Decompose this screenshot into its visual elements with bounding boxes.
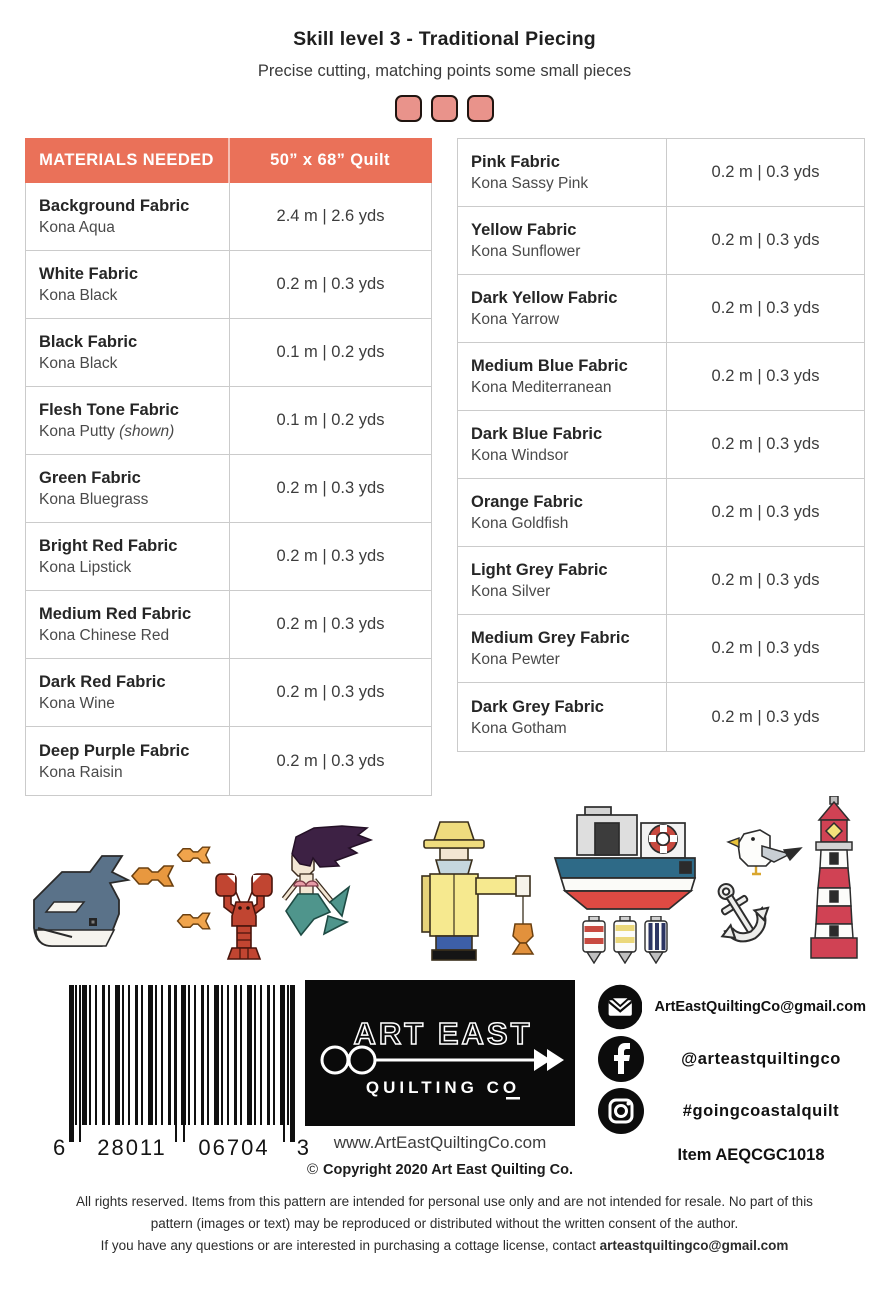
material-row (458, 275, 864, 343)
barcode-digit-group: 06704 (198, 1135, 270, 1160)
fabric-quantity: 2.4 m | 2.6 yds (276, 207, 385, 225)
material-row (26, 387, 431, 455)
instagram-contact-row (598, 1088, 866, 1134)
legal-line-1: All rights reserved. Items from this pattern are intended for personal use only and are not intended for resale. No part of this (76, 1194, 813, 1209)
barcode-digit: 3 (296, 1135, 311, 1160)
copyright-icon: © (306, 1161, 319, 1178)
fabric-name: Bright Red Fabric (39, 537, 178, 555)
website-url: www.ArtEastQuiltingCo.com (333, 1133, 547, 1152)
small-fish-quilt-block-icon (176, 908, 212, 934)
anchor-quilt-block-icon (706, 876, 778, 958)
material-row (26, 659, 431, 727)
goldfish-quilt-block-icon (130, 860, 176, 892)
envelope-icon (598, 984, 642, 1030)
instagram-icon (598, 1088, 644, 1134)
fabric-name: Dark Yellow Fabric (471, 289, 618, 307)
fabric-colorway: Kona Black (39, 355, 118, 372)
fabric-quantity: 0.2 m | 0.3 yds (711, 231, 820, 249)
quilt-size-header: 50” x 68” Quilt (270, 151, 390, 169)
materials-table-left (25, 138, 432, 796)
arrow-icon (375, 1049, 564, 1071)
email-contact-row (598, 984, 866, 1030)
fabric-quantity: 0.2 m | 0.3 yds (276, 479, 385, 497)
fabric-name: Pink Fabric (471, 153, 560, 171)
fabric-colorway: Kona Sassy Pink (471, 175, 589, 192)
fabric-quantity: 0.2 m | 0.3 yds (276, 751, 385, 770)
fabric-quantity: 0.2 m | 0.3 yds (711, 299, 820, 317)
art-east-logo (305, 980, 575, 1126)
material-row (458, 139, 864, 207)
fabric-colorway: Kona Raisin (39, 763, 123, 781)
email-address: ArtEastQuiltingCo@gmail.com (654, 999, 866, 1015)
fabric-name: Medium Grey Fabric (471, 629, 630, 647)
fabric-name: Background Fabric (39, 197, 190, 215)
material-row (458, 411, 864, 479)
fabric-quantity: 0.2 m | 0.3 yds (276, 615, 385, 633)
page-subtitle: Precise cutting, matching points some small pieces (257, 62, 632, 80)
lobster-quilt-block-icon (212, 866, 276, 964)
fabric-quantity: 0.2 m | 0.3 yds (276, 683, 385, 701)
legal-text (38, 1191, 851, 1257)
materials-table-right (457, 138, 865, 752)
material-row (458, 547, 864, 615)
skill-square (431, 95, 458, 122)
fisherman-quilt-block-icon (406, 812, 538, 964)
fabric-colorway: Kona Windsor (471, 447, 569, 464)
fabric-quantity: 0.2 m | 0.3 yds (711, 571, 820, 589)
facebook-contact-row (598, 1036, 866, 1082)
fabric-quantity: 0.2 m | 0.3 yds (276, 275, 385, 293)
seagull-quilt-block-icon (726, 822, 804, 880)
material-row (26, 251, 431, 319)
fabric-colorway: Kona Aqua (39, 219, 115, 236)
material-row (26, 727, 431, 795)
fabric-colorway: Kona Wine (39, 695, 115, 712)
contact-email: arteastquiltingco@gmail.com (599, 1238, 789, 1253)
buoys-quilt-block-icon (582, 916, 670, 964)
fabric-colorway: Kona Yarrow (471, 311, 560, 328)
material-row (26, 591, 431, 659)
small-fish-quilt-block-icon (176, 842, 212, 868)
copyright-line (260, 1161, 620, 1178)
fabric-quantity: 0.2 m | 0.3 yds (711, 503, 820, 521)
fabric-name: Deep Purple Fabric (39, 741, 190, 760)
fabric-colorway: Kona Gotham (471, 719, 567, 737)
fabric-quantity: 0.2 m | 0.3 yds (711, 367, 820, 385)
fabric-name: Dark Red Fabric (39, 673, 166, 691)
facebook-handle: @arteastquiltingco (681, 1049, 841, 1068)
skill-square (395, 95, 422, 122)
fabric-name: Dark Grey Fabric (471, 697, 604, 716)
material-row (458, 479, 864, 547)
materials-table-header (25, 138, 432, 183)
fabric-name: Medium Blue Fabric (471, 357, 628, 375)
fabric-colorway: Kona Mediterranean (471, 379, 612, 396)
skill-square (467, 95, 494, 122)
fabric-colorway: Kona Putty (shown) (39, 423, 175, 440)
fabric-colorway: Kona Chinese Red (39, 627, 170, 644)
fabric-name: Green Fabric (39, 469, 141, 487)
materials-needed-header: MATERIALS NEEDED (25, 138, 230, 183)
fabric-quantity: 0.2 m | 0.3 yds (711, 163, 820, 181)
fabric-quantity: 0.1 m | 0.2 yds (276, 411, 385, 429)
material-row (26, 455, 431, 523)
fabric-name: Black Fabric (39, 333, 138, 351)
legal-line-2: pattern (images or text) may be reproduced or distributed without the written consent of the author. (150, 1216, 739, 1231)
fabric-quantity: 0.2 m | 0.3 yds (711, 707, 820, 726)
fabric-name: Flesh Tone Fabric (39, 401, 179, 419)
logo-subtitle: QUILTING CO (365, 1078, 521, 1097)
materials-table-right-body (457, 138, 865, 752)
fabric-name: Orange Fabric (471, 493, 583, 511)
fabric-quantity: 0.1 m | 0.2 yds (276, 343, 385, 361)
fabric-name: Dark Blue Fabric (471, 425, 603, 443)
fabric-name: Medium Red Fabric (39, 605, 192, 623)
barcode-digit-group: 28011 (97, 1135, 167, 1160)
fabric-colorway: Kona Sunflower (471, 243, 581, 260)
copyright-text: Copyright 2020 Art East Quilting Co. (323, 1162, 574, 1178)
material-row (458, 207, 864, 275)
fabric-name: Yellow Fabric (471, 221, 577, 239)
material-row (458, 683, 864, 751)
material-row (26, 319, 431, 387)
fabric-name: Light Grey Fabric (471, 561, 608, 579)
fabric-colorway: Kona Silver (471, 583, 551, 600)
material-row (26, 183, 431, 251)
page-title: Skill level 3 - Traditional Piecing (293, 28, 596, 50)
fabric-quantity: 0.2 m | 0.3 yds (711, 639, 820, 657)
fabric-quantity: 0.2 m | 0.3 yds (711, 435, 820, 453)
fabric-colorway: Kona Black (39, 287, 118, 304)
fabric-name: White Fabric (39, 265, 139, 283)
fabric-colorway: Kona Pewter (471, 651, 560, 668)
whale-quilt-block-icon (26, 852, 146, 964)
item-number: Item AEQCGC1018 (677, 1146, 825, 1164)
skill-level-indicator (0, 95, 889, 122)
logo-wordmark: ART EAST (353, 1016, 533, 1051)
barcode-digit: 6 (53, 1135, 68, 1160)
lighthouse-quilt-block-icon (804, 796, 864, 964)
fabric-colorway: Kona Bluegrass (39, 491, 149, 508)
facebook-icon (598, 1036, 644, 1082)
material-row (26, 523, 431, 591)
fabric-colorway: Kona Goldfish (471, 515, 569, 532)
mermaid-quilt-block-icon (280, 822, 375, 964)
fabric-colorway: Kona Lipstick (39, 559, 132, 576)
materials-table-left-body (25, 183, 432, 796)
material-row (458, 615, 864, 683)
legal-line-3: If you have any questions or are interested in purchasing a cottage license, contact arteastquiltingco@gmail.com (100, 1238, 789, 1253)
material-row (458, 343, 864, 411)
fabric-quantity: 0.2 m | 0.3 yds (276, 547, 385, 565)
fishing-boat-quilt-block-icon (549, 806, 699, 912)
barcode-bars (69, 985, 295, 1125)
instagram-hashtag: #goingcoastalquilt (682, 1101, 840, 1120)
